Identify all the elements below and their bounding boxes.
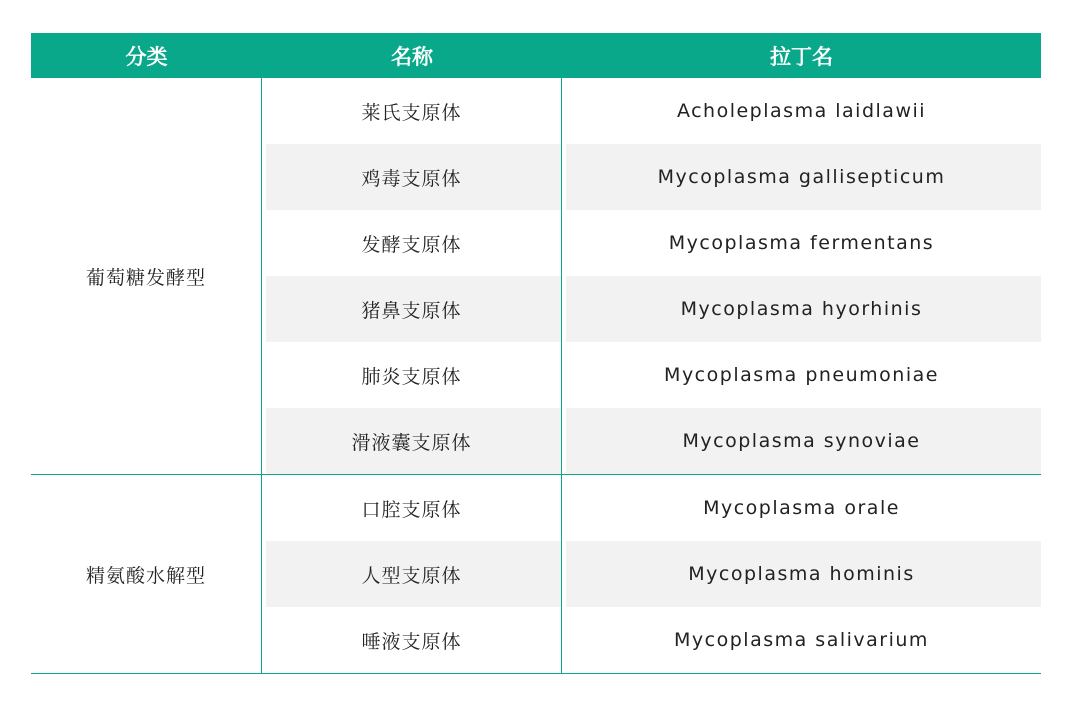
latin-name-cell: Mycoplasma gallisepticum <box>562 144 1041 210</box>
name-cell: 猪鼻支原体 <box>262 276 562 342</box>
latin-name-cell: Mycoplasma hominis <box>562 541 1041 607</box>
table-row <box>262 408 1041 474</box>
name-cell: 唾液支原体 <box>262 607 562 673</box>
name-cell: 口腔支原体 <box>262 475 562 541</box>
table-row <box>262 144 1041 210</box>
latin-name-cell: Mycoplasma salivarium <box>674 629 929 651</box>
name-cell: 人型支原体 <box>262 541 562 607</box>
latin-name-cell: Mycoplasma synoviae <box>562 408 1041 474</box>
table-row <box>262 475 1041 541</box>
table-row <box>262 342 1041 408</box>
latin-name-cell: Mycoplasma fermentans <box>668 232 935 254</box>
header-category: 分类 <box>125 44 168 69</box>
table-row <box>262 210 1041 276</box>
latin-name-cell: Mycoplasma pneumoniae <box>664 364 939 386</box>
table-header <box>31 33 1041 78</box>
name-cell: 莱氏支原体 <box>262 78 562 144</box>
name-cell: 鸡毒支原体 <box>262 144 562 210</box>
header-latin-name: 拉丁名 <box>770 44 833 69</box>
group-glucose-fermenting <box>31 78 1041 475</box>
latin-name-cell: Mycoplasma orale <box>703 497 900 519</box>
category-cell: 葡萄糖发酵型 <box>31 78 262 474</box>
name-cell: 滑液囊支原体 <box>262 408 562 474</box>
header-name: 名称 <box>391 44 433 69</box>
latin-name-cell: Mycoplasma hyorhinis <box>562 276 1041 342</box>
latin-name-cell: Acholeplasma laidlawii <box>676 100 927 122</box>
group-arginine-hydrolyzing <box>31 475 1041 674</box>
table-row <box>262 541 1041 607</box>
category-cell: 精氨酸水解型 <box>31 475 262 673</box>
table-row <box>262 607 1041 673</box>
table-row <box>262 78 1041 144</box>
mycoplasma-table <box>31 33 1041 674</box>
table-row <box>262 276 1041 342</box>
name-cell: 发酵支原体 <box>262 210 562 276</box>
name-cell: 肺炎支原体 <box>262 342 562 408</box>
